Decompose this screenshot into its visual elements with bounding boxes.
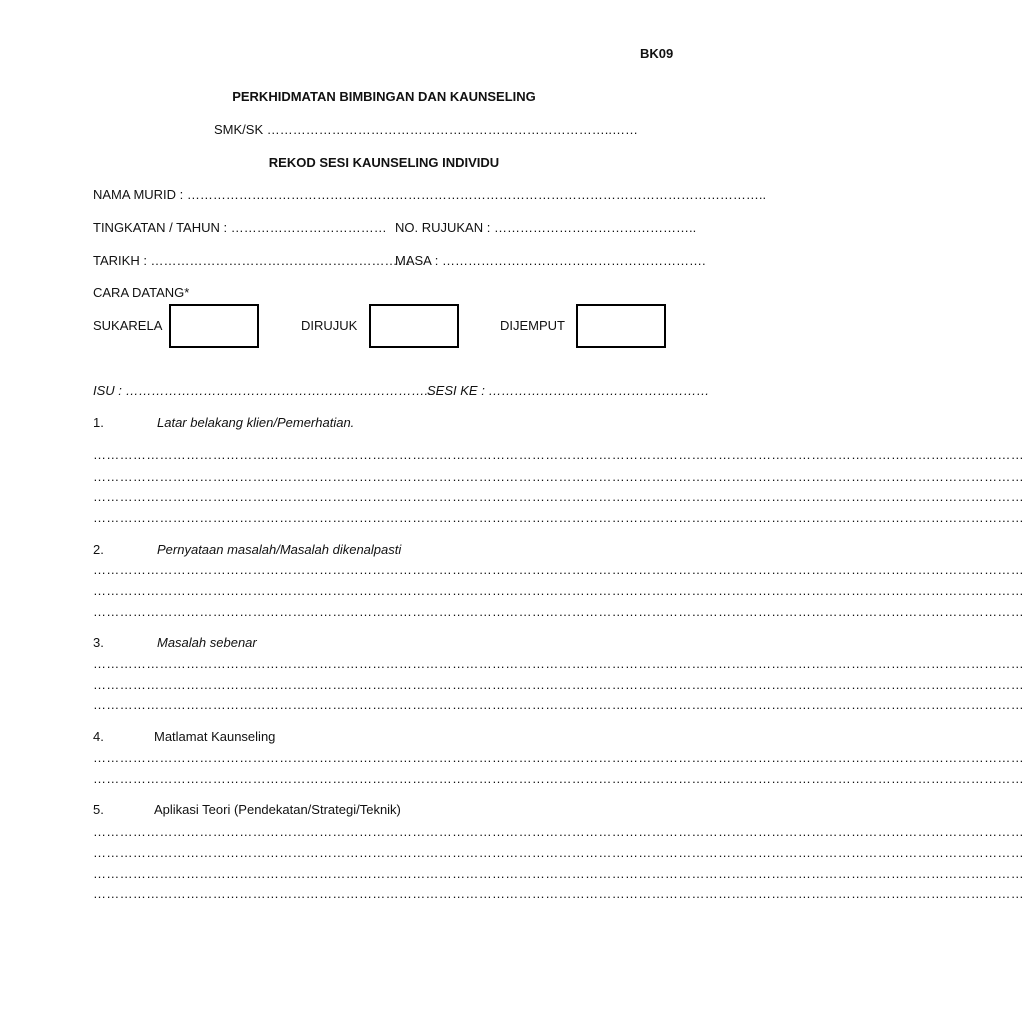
school-field[interactable]: SMK/SK ……………………………………………………………………..……: [214, 122, 638, 137]
section-2-line[interactable]: …………………………………………………………………………………………………………………………………………………………………………………………: [93, 583, 1024, 598]
dirujuk-checkbox[interactable]: [369, 304, 459, 348]
section-4-line[interactable]: …………………………………………………………………………………………………………………………………………………………………………………………: [93, 771, 1024, 786]
section-3-line[interactable]: …………………………………………………………………………………………………………………………………………………………………………………………: [93, 677, 1024, 692]
section-1-line[interactable]: …………………………………………………………………………………………………………………………………………………………………………………………: [93, 447, 1024, 462]
section-1-line[interactable]: …………………………………………………………………………………………………………………………………………………………………………………………: [93, 510, 1024, 525]
section-1-line[interactable]: …………………………………………………………………………………………………………………………………………………………………………………………: [93, 489, 1024, 504]
section-3-number: 3.: [93, 635, 104, 650]
isu-field[interactable]: ISU : ……………………………………………………………..: [93, 383, 432, 398]
sesi-field[interactable]: SESI KE : ……………………………………………: [427, 383, 710, 398]
section-2-line[interactable]: …………………………………………………………………………………………………………………………………………………………………………………………: [93, 604, 1024, 619]
form-title: PERKHIDMATAN BIMBINGAN DAN KAUNSELING: [232, 89, 536, 104]
section-5-line[interactable]: …………………………………………………………………………………………………………………………………………………………………………………………: [93, 845, 1024, 860]
section-4-number: 4.: [93, 729, 104, 744]
section-4-title: Matlamat Kaunseling: [154, 729, 276, 744]
section-3-line[interactable]: …………………………………………………………………………………………………………………………………………………………………………………………: [93, 697, 1024, 712]
section-5-title: Aplikasi Teori (Pendekatan/Strategi/Teknik): [154, 802, 401, 817]
rujukan-field[interactable]: NO. RUJUKAN : ………………………………………..: [395, 220, 697, 235]
section-3-line[interactable]: …………………………………………………………………………………………………………………………………………………………………………………………: [93, 656, 1024, 671]
sukarela-label: SUKARELA: [93, 318, 163, 333]
section-1-number: 1.: [93, 415, 104, 430]
sukarela-checkbox[interactable]: [169, 304, 259, 348]
section-5-line[interactable]: …………………………………………………………………………………………………………………………………………………………………………………………: [93, 824, 1024, 839]
section-2-line[interactable]: …………………………………………………………………………………………………………………………………………………………………………………………: [93, 562, 1024, 577]
cara-datang-label: CARA DATANG*: [93, 285, 190, 300]
form-code: BK09: [640, 46, 674, 61]
section-5-line[interactable]: …………………………………………………………………………………………………………………………………………………………………………………………: [93, 886, 1024, 901]
section-5-number: 5.: [93, 802, 104, 817]
dijemput-checkbox[interactable]: [576, 304, 666, 348]
dijemput-label: DIJEMPUT: [500, 318, 565, 333]
tingkatan-field[interactable]: TINGKATAN / TAHUN : ………………………………: [93, 220, 387, 235]
section-2-title: Pernyataan masalah/Masalah dikenalpasti: [157, 542, 402, 557]
section-1-title: Latar belakang klien/Pemerhatian.: [157, 415, 355, 430]
section-3-title: Masalah sebenar: [157, 635, 257, 650]
section-2-number: 2.: [93, 542, 104, 557]
section-1-line[interactable]: …………………………………………………………………………………………………………………………………………………………………………………………: [93, 469, 1024, 484]
masa-field[interactable]: MASA : …………………………………………………….: [395, 253, 706, 268]
dirujuk-label: DIRUJUK: [301, 318, 358, 333]
tarikh-field[interactable]: TARIKH : ……………………………………………………: [93, 253, 411, 268]
section-5-line[interactable]: …………………………………………………………………………………………………………………………………………………………………………………………: [93, 866, 1024, 881]
form-subtitle: REKOD SESI KAUNSELING INDIVIDU: [268, 155, 500, 170]
nama-murid-field[interactable]: NAMA MURID : ……………………………………………………………………………………………………………………..: [93, 187, 767, 202]
section-4-line[interactable]: …………………………………………………………………………………………………………………………………………………………………………………………: [93, 750, 1024, 765]
